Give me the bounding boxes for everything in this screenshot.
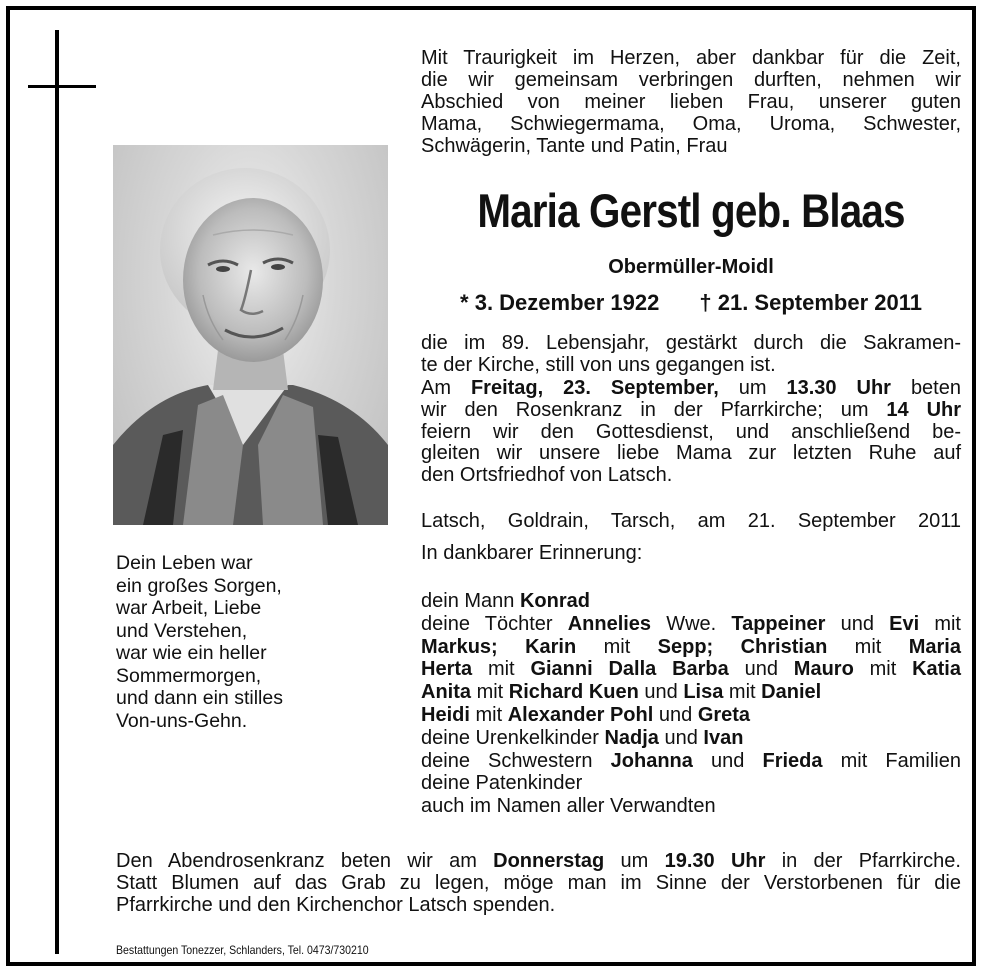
intro-line: die wir gemeinsam verbringen durften, nehmen wir: [421, 69, 961, 91]
passing-text: [421, 333, 961, 377]
deceased-name: Maria Gerstl geb. Blaas: [477, 184, 905, 237]
service-line: den Ortsfriedhof von Latsch.: [421, 464, 673, 487]
passing-line: te der Kirche, still von uns gegangen ist.: [421, 353, 776, 376]
place-date: Latsch, Goldrain, Tarsch, am 21. September 2011: [421, 510, 961, 532]
service-line: feiern wir den Gottesdienst, und anschließend be-: [421, 420, 961, 443]
death-date: † 21. September 2011: [699, 290, 922, 315]
cross-icon-bar: [28, 85, 96, 88]
mourner-line: Markus; Karin mit Sepp; Christian mit Maria: [421, 635, 961, 658]
intro-line: Mama, Schwiegermama, Oma, Uroma, Schwester,: [421, 113, 961, 135]
intro-line: Mit Traurigkeit im Herzen, aber dankbar für die Zeit,: [421, 47, 961, 69]
portrait-photo: [113, 145, 388, 525]
cross-icon: [55, 30, 59, 954]
poem-line: ein großes Sorgen,: [116, 574, 282, 597]
poem-line: und dann ein stilles: [116, 687, 283, 709]
footer-line: Statt Blumen auf das Grab zu legen, möge man im Sinne der Verstorbenen für die: [116, 872, 961, 894]
service-line: Am Freitag, 23. September, um 13.30 Uhr beten: [421, 377, 961, 399]
intro-line: Abschied von meiner lieben Frau, unserer guten: [421, 91, 961, 113]
intro-line: Schwägerin, Tante und Patin, Frau: [421, 135, 728, 157]
footer-line: Den Abendrosenkranz beten wir am Donnerstag um 19.30 Uhr in der Pfarrkirche.: [116, 850, 961, 872]
poem-line: war Arbeit, Liebe: [116, 597, 262, 619]
intro-text: [421, 47, 961, 157]
life-dates: [421, 290, 961, 316]
mourner-line: Heidi mit Alexander Pohl und Greta: [421, 703, 751, 726]
service-line: wir den Rosenkranz in der Pfarrkirche; um 14 Uhr: [421, 398, 962, 421]
mourner-line: dein Mann Konrad: [421, 590, 590, 612]
poem-line: Dein Leben war: [116, 552, 253, 574]
footer-line: Pfarrkirche und den Kirchenchor Latsch spenden.: [116, 894, 556, 916]
footer-text: [116, 850, 961, 916]
passing-line: die im 89. Lebensjahr, gestärkt durch die Sakramen-: [421, 332, 961, 354]
poem-line: war wie ein heller: [116, 642, 267, 664]
mourner-line: Herta mit Gianni Dalla Barba und Mauro mit Katia: [421, 658, 961, 681]
service-line: gleiten wir unsere liebe Mama zur letzten Ruhe auf: [421, 442, 961, 465]
poem-line: Von-uns-Gehn.: [116, 709, 248, 732]
birth-date: * 3. Dezember 1922: [460, 290, 660, 315]
mourner-line: deine Urenkelkinder Nadja und Ivan: [421, 726, 744, 749]
undertaker-credit: Bestattungen Tonezzer, Schlanders, Tel. 0473/730210: [116, 943, 369, 957]
mourner-line: auch im Namen aller Verwandten: [421, 795, 716, 818]
poem-line: Sommermorgen,: [116, 664, 262, 687]
mourner-line: deine Patenkinder: [421, 772, 583, 795]
memory-heading: In dankbarer Erinnerung:: [421, 542, 643, 564]
house-name: Obermüller-Moidl: [608, 256, 774, 278]
poem-line: und Verstehen,: [116, 619, 248, 642]
portrait-illustration: [113, 145, 388, 525]
poem: [116, 552, 376, 732]
mourner-line: deine Schwestern Johanna und Frieda mit Familien: [421, 749, 961, 772]
service-text: [421, 378, 961, 487]
mourner-line: Anita mit Richard Kuen und Lisa mit Daniel: [421, 681, 822, 704]
mourner-line: deine Töchter Annelies Wwe. Tappeiner und Evi mit: [421, 612, 961, 635]
mourners-list: [421, 590, 961, 818]
